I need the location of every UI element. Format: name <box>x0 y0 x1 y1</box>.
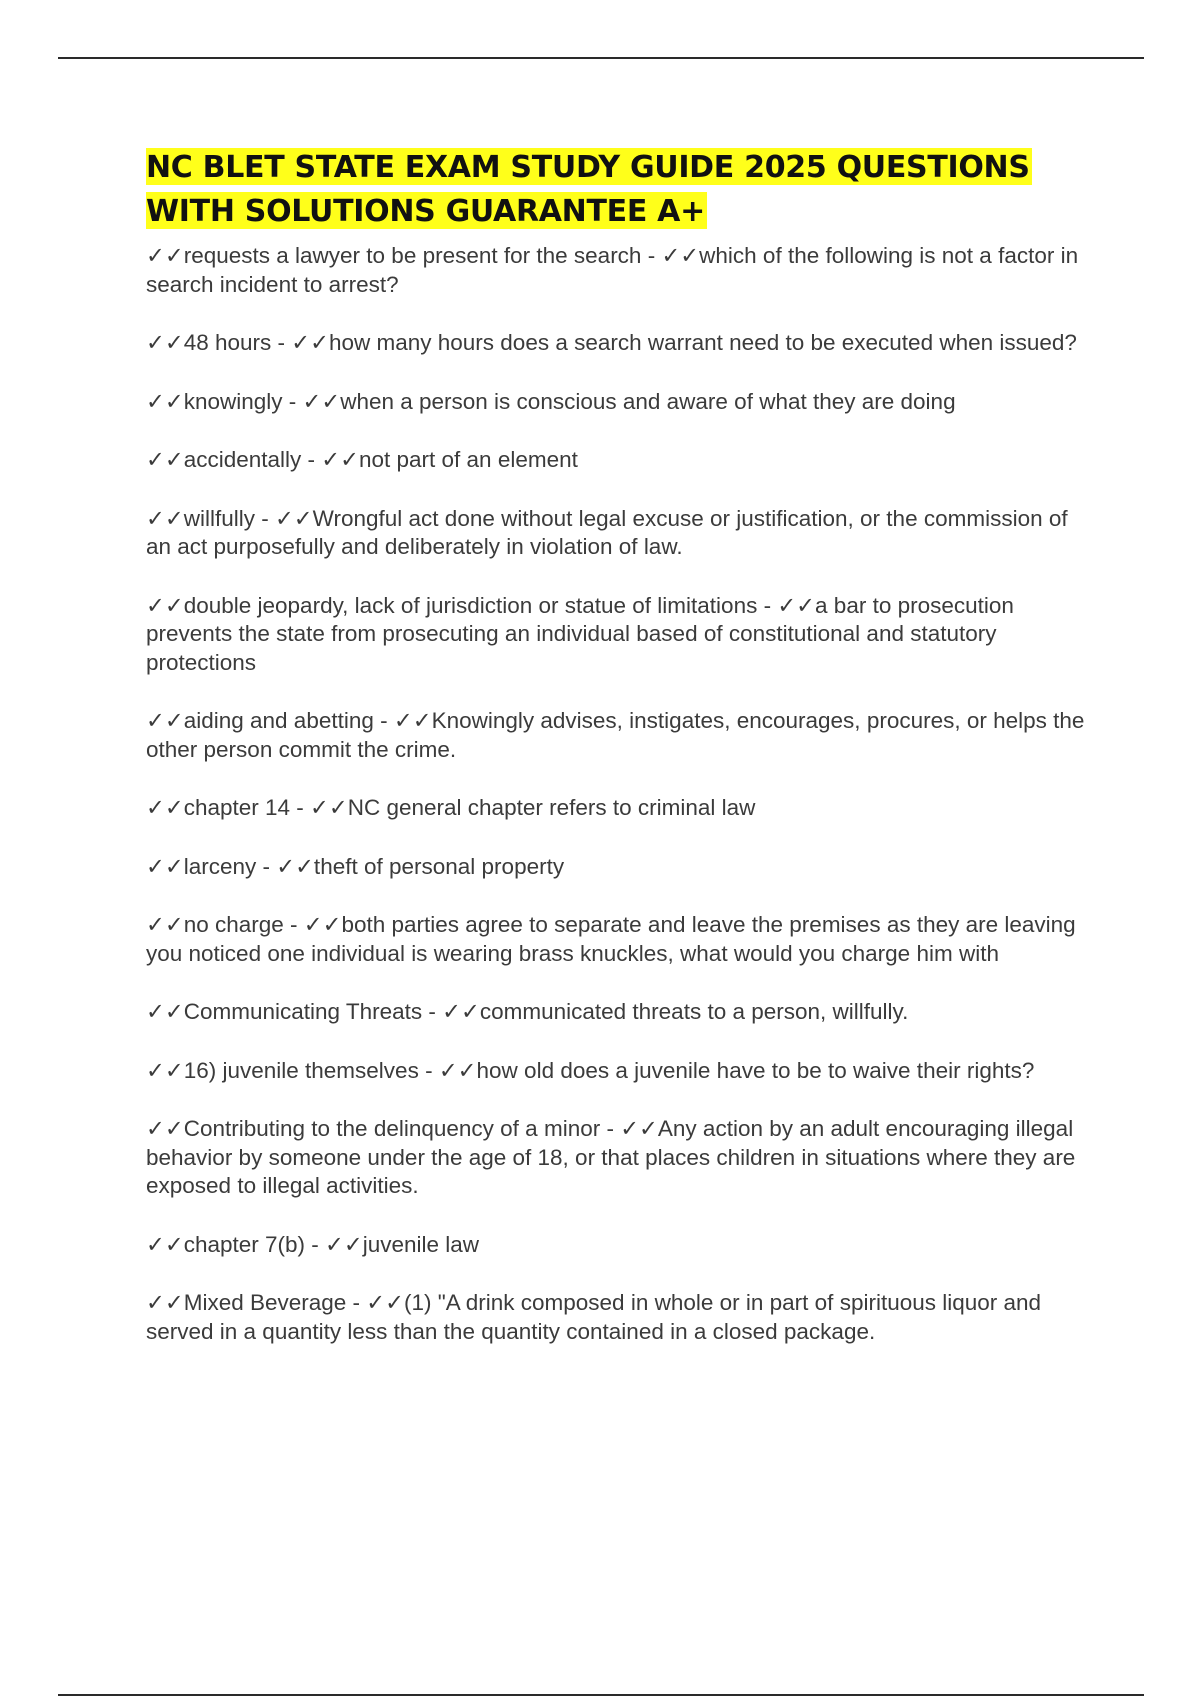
qa-entry-10: ✓✓no charge - ✓✓both parties agree to separate and leave the premises as they are leaving you noticed one individual is wearing brass knuckles, what would you charge him with <box>146 912 1076 966</box>
qa-entry-5: ✓✓willfully - ✓✓Wrongful act done without legal excuse or justification, or the commission of an act purposefully and deliberately in violation of law. <box>146 505 1068 559</box>
qa-entry-7: ✓✓aiding and abetting - ✓✓Knowingly advises, instigates, encourages, procures, or helps the other person commit the crime. <box>146 708 1085 762</box>
document-body <box>146 146 1086 1376</box>
footer-rule <box>58 1694 1144 1696</box>
qa-entry-11: ✓✓Communicating Threats - ✓✓communicated threats to a person, willfully. <box>146 999 909 1024</box>
qa-entry-8: ✓✓chapter 14 - ✓✓NC general chapter refers to criminal law <box>146 795 756 820</box>
qa-entry-13: ✓✓Contributing to the delinquency of a minor - ✓✓Any action by an adult encouraging illegal behavior by someone under the age of 18, or that places children in situations where they are exposed to illegal activities. <box>146 1116 1076 1198</box>
qa-entry-12: ✓✓16) juvenile themselves - ✓✓how old does a juvenile have to be to waive their rights? <box>146 1057 1035 1083</box>
qa-entry-2: ✓✓48 hours - ✓✓how many hours does a search warrant need to be executed when issued? <box>146 330 1077 355</box>
title-line-1: NC BLET STATE EXAM STUDY GUIDE 2025 QUESTIONS <box>146 150 1030 185</box>
qa-entry-6: ✓✓double jeopardy, lack of jurisdiction or statue of limitations - ✓✓a bar to prosecution prevents the state from prosecuting an individual based of constitutional and statutory protections <box>146 592 1014 675</box>
qa-entry-15: ✓✓Mixed Beverage - ✓✓(1) "A drink composed in whole or in part of spirituous liquor and served in a quantity less than the quantity contained in a closed package. <box>146 1290 1042 1344</box>
title-line-2: WITH SOLUTIONS GUARANTEE A+ <box>146 194 705 229</box>
header-rule <box>58 57 1144 59</box>
qa-entry-1: ✓✓requests a lawyer to be present for the search - ✓✓which of the following is not a factor in search incident to arrest? <box>146 243 1079 297</box>
qa-entry-14: ✓✓chapter 7(b) - ✓✓juvenile law <box>146 1231 480 1257</box>
qa-entry-4: ✓✓accidentally - ✓✓not part of an element <box>146 447 578 472</box>
document-title <box>146 146 1086 234</box>
qa-entry-9: ✓✓larceny - ✓✓theft of personal property <box>146 853 565 879</box>
qa-entry-3: ✓✓knowingly - ✓✓when a person is conscious and aware of what they are doing <box>146 388 956 414</box>
